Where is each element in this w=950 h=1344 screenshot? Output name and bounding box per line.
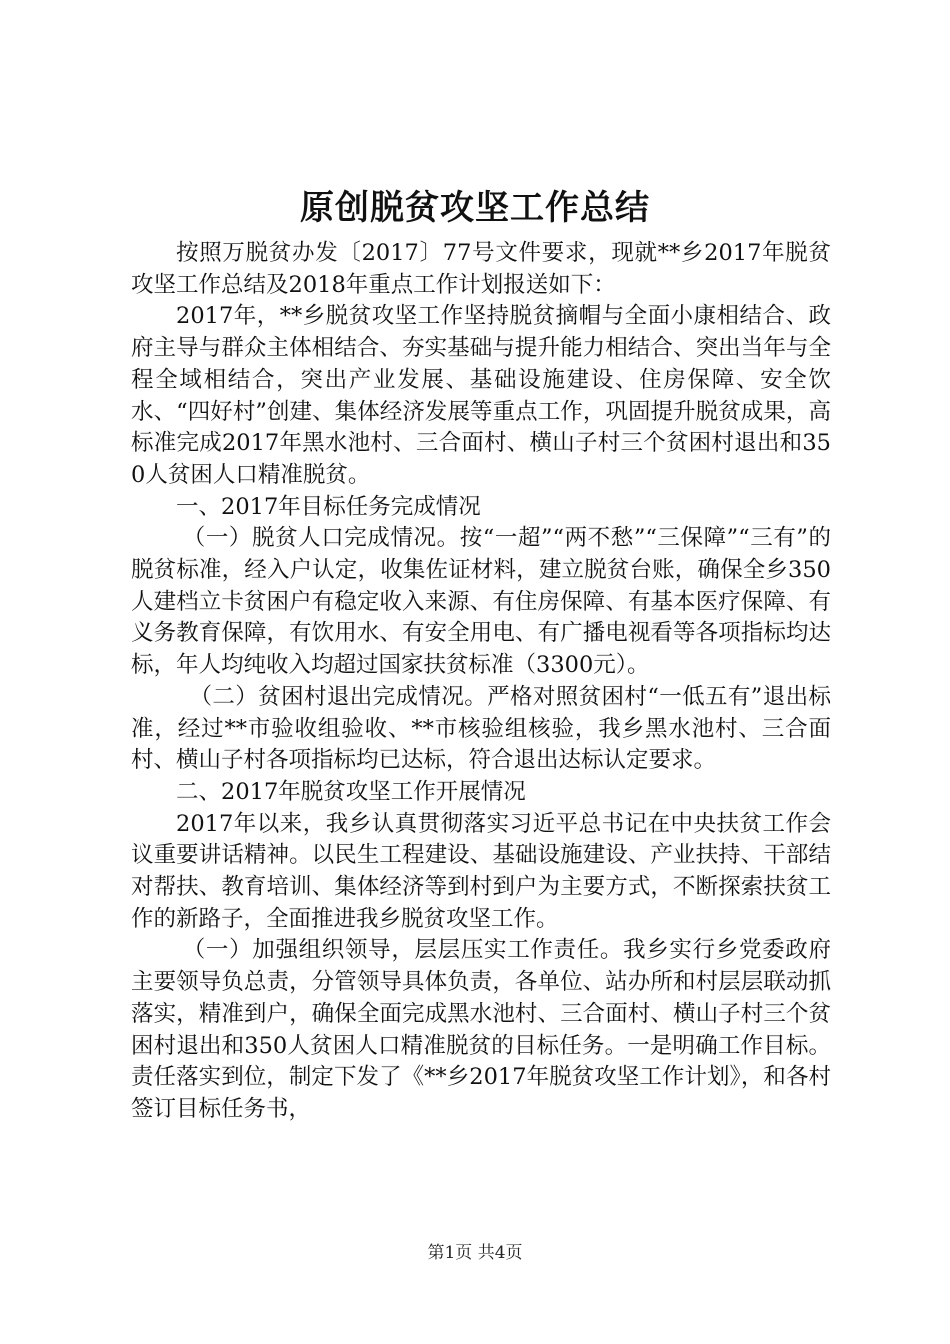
paragraph-overview: 2017年，**乡脱贫攻坚工作坚持脱贫摘帽与全面小康相结合、政府主导与群众主体相结合、夯实基础与提升能力相结合、突出当年与全程全域相结合，突出产业发展、基础设施建设、住房保障、安全饮水、“四好村”创建、集体经济发展等重点工作，巩固提升脱贫成果，高标准完成2017年黑水池村、三合面村、横山子村三个贫困村退出和350人贫困人口精准脱贫。 bbox=[131, 303, 831, 488]
paragraph-section-1-1: （一）脱贫人口完成情况。按“一超”“两不愁”“三保障”“三有”的脱贫标准，经入户认定，收集佐证材料，建立脱贫台账，确保全乡350人建档立卡贫困户有稳定收入来源、有住房保障、有基本医疗保障、有义务教育保障，有饮用水、有安全用电、有广播电视看等各项指标均达标，年人均纯收入均超过国家扶贫标准（3300元）。 bbox=[131, 525, 831, 679]
paragraph-section-1-2: （二）贫困村退出完成情况。严格对照贫困村“一低五有”退出标准，经过**市验收组验收、**市核验组核验，我乡黑水池村、三合面村、横山子村各项指标均已达标，符合退出达标认定要求。 bbox=[131, 683, 831, 774]
page-footer: 第1页 共4页 bbox=[427, 1243, 523, 1263]
paragraph-section-2-intro: 2017年以来，我乡认真贯彻落实习近平总书记在中央扶贫工作会议重要讲话精神。以民生工程建设、基础设施建设、产业扶持、干部结对帮扶、教育培训、集体经济等到村到户为主要方式，不断探索扶贫工作的新路子，全面推进我乡脱贫攻坚工作。 bbox=[131, 810, 831, 932]
paragraph-intro: 按照万脱贫办发〔2017〕77号文件要求，现就**乡2017年脱贫攻坚工作总结及2018年重点工作计划报送如下： bbox=[131, 240, 831, 298]
document-title: 原创脱贫攻坚工作总结 bbox=[300, 188, 650, 228]
heading-section-2: 二、2017年脱贫攻坚工作开展情况 bbox=[176, 778, 526, 805]
heading-section-1: 一、2017年目标任务完成情况 bbox=[176, 493, 481, 520]
document-body bbox=[131, 238, 831, 1126]
paragraph-section-2-1: （一）加强组织领导，层层压实工作责任。我乡实行乡党委政府主要领导负总责，分管领导具体负责，各单位、站办所和村层层联动抓落实，精准到户，确保全面完成黑水池村、三合面村、横山子村三个贫困村退出和350人贫困人口精准脱贫的目标任务。一是明确工作目标。责任落实到位，制定下发了《**乡2017年脱贫攻坚工作计划》，和各村签订目标任务书， bbox=[131, 937, 831, 1122]
